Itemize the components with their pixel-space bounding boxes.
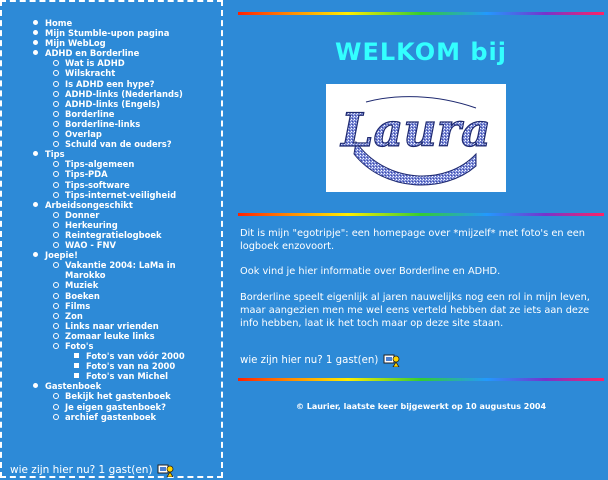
- nav-link-adhd-links-engels[interactable]: ADHD-links (Engels): [65, 98, 161, 109]
- borderline-paragraph: Borderline speelt eigenlijk al jaren nauwelijks nog een rol in mijn leven, maar aangezien men me wel eens verteld hebben dat ze iets aan deze info hebben, laat ik het toch maar op deze site staan.: [240, 292, 590, 329]
- nav-item-foto-s-van-v-r-2000: [73, 351, 222, 361]
- nav-link-borderline[interactable]: Borderline: [65, 108, 115, 119]
- nav-item-boeken: [52, 291, 222, 301]
- nav-text-wao-fnv: WAO - FNV: [65, 240, 116, 251]
- nav-item-mijn-stumble-upon-pagina: [32, 28, 222, 38]
- logo-wordmark: Laura: [341, 103, 491, 157]
- nav-item-joepie: [32, 250, 222, 381]
- nav-link-foto-s-van-michel[interactable]: Foto's van Michel: [86, 371, 169, 382]
- rainbow-divider-bottom: [238, 378, 604, 381]
- nav-link-wat-is-adhd[interactable]: Wat is ADHD: [65, 58, 125, 69]
- nav-sublist: [52, 210, 222, 250]
- nav-link-zon[interactable]: Zon: [65, 310, 83, 321]
- nav-sublist: [52, 58, 222, 149]
- nav-item-wao-fnv: [52, 240, 222, 250]
- nav-link-mijn-stumble-upon-pagina[interactable]: Mijn Stumble-upon pagina: [45, 28, 170, 39]
- nav-link-zomaar-leuke-links[interactable]: Zomaar leuke links: [65, 330, 155, 341]
- nav-link-home[interactable]: Home: [45, 18, 73, 28]
- nav-link-tips[interactable]: Tips: [45, 149, 65, 160]
- rainbow-divider-middle: [238, 213, 604, 216]
- visitors-icon: [157, 463, 175, 477]
- nav-item-wilskracht: [52, 68, 222, 78]
- nav-item-je-eigen-gastenboek: [52, 402, 222, 412]
- visitor-counter: [240, 353, 401, 367]
- nav-link-tips-pda[interactable]: Tips-PDA: [65, 169, 108, 180]
- visitor-counter-text: wie zijn hier nu? 1 gast(en): [240, 354, 379, 366]
- info-paragraph: Ook vind je hier informatie over Borderline en ADHD.: [240, 266, 501, 277]
- nav-sublist: [73, 351, 222, 381]
- nav-link-archief-gastenboek[interactable]: archief gastenboek: [65, 411, 157, 422]
- nav-link-muziek[interactable]: Muziek: [65, 280, 99, 291]
- nav-link-tips-internet-veiligheid[interactable]: Tips-internet-veiligheid: [65, 189, 177, 200]
- nav-item-schuld-van-de-ouders: [52, 139, 222, 149]
- nav-item-is-adhd-een-hype: [52, 79, 222, 89]
- nav-item-links-naar-vrienden: [52, 321, 222, 331]
- nav-link-gastenboek[interactable]: Gastenboek: [45, 381, 102, 392]
- nav-item-adhd-en-borderline: [32, 48, 222, 149]
- nav-link-adhd-links-nederlands[interactable]: ADHD-links (Nederlands): [65, 88, 183, 99]
- nav-link-arbeidsongeschikt[interactable]: Arbeidsongeschikt: [45, 199, 133, 210]
- nav-item-arbeidsongeschikt: [32, 200, 222, 250]
- nav-item-gastenboek: [32, 381, 222, 421]
- nav-link-is-adhd-een-hype[interactable]: Is ADHD een hype?: [65, 78, 155, 89]
- nav-link-donner[interactable]: Donner: [65, 209, 100, 220]
- intro-paragraph: Dit is mijn "egotripje": een homepage over *mijzelf* met foto's en een logboek enzovoort.: [240, 228, 585, 252]
- nav-item-bekijk-het-gastenboek: [52, 391, 222, 401]
- nav-link-reintegratielogboek[interactable]: Reintegratielogboek: [65, 229, 162, 240]
- nav-item-herkeuring: [52, 220, 222, 230]
- nav-item-tips-internet-veiligheid: [52, 190, 222, 200]
- nav-item-vakantie-2004-lama-in-marokko: [52, 260, 222, 280]
- nav-item-archief-gastenboek: [52, 412, 222, 422]
- nav-link-herkeuring[interactable]: Herkeuring: [65, 219, 118, 230]
- nav-item-tips: [32, 149, 222, 199]
- laura-logo: [326, 84, 506, 192]
- nav-link-vakantie-2004-lama-in-marokko[interactable]: Vakantie 2004: LaMa in Marokko: [65, 260, 176, 281]
- footer-credit: © Laurier, laatste keer bijgewerkt op 10 augustus 2004: [295, 402, 547, 411]
- nav-link-links-naar-vrienden[interactable]: Links naar vrienden: [65, 320, 159, 331]
- nav-list: [32, 18, 222, 422]
- nav-link-mijn-weblog[interactable]: Mijn WebLog: [45, 38, 106, 49]
- nav-item-home: [32, 18, 222, 28]
- nav-item-borderline-links: [52, 119, 222, 129]
- sidebar-visitor-counter: [10, 463, 175, 477]
- nav-link-adhd-en-borderline[interactable]: ADHD en Borderline: [45, 48, 140, 59]
- nav-link-je-eigen-gastenboek[interactable]: Je eigen gastenboek?: [65, 401, 166, 412]
- nav-link-joepie[interactable]: Joepie!: [45, 250, 78, 261]
- nav-link-foto-s-van-na-2000[interactable]: Foto's van na 2000: [86, 361, 176, 372]
- nav-link-borderline-links[interactable]: Borderline-links: [65, 118, 141, 129]
- nav-item-zon: [52, 311, 222, 321]
- nav-link-bekijk-het-gastenboek[interactable]: Bekijk het gastenboek: [65, 391, 171, 402]
- nav-item-wat-is-adhd: [52, 58, 222, 68]
- nav-link-schuld-van-de-ouders[interactable]: Schuld van de ouders?: [65, 139, 172, 150]
- nav-item-foto-s-van-na-2000: [73, 361, 222, 371]
- welcome-title: WELKOM bij: [335, 38, 507, 66]
- nav-menu: [32, 18, 222, 422]
- nav-link-tips-software[interactable]: Tips-software: [65, 179, 130, 190]
- nav-sublist: [52, 260, 222, 381]
- nav-item-reintegratielogboek: [52, 230, 222, 240]
- nav-link-films[interactable]: Films: [65, 300, 91, 311]
- nav-link-boeken[interactable]: Boeken: [65, 290, 100, 301]
- nav-item-borderline: [52, 109, 222, 119]
- nav-sublist: [52, 391, 222, 421]
- nav-link-tips-algemeen[interactable]: Tips-algemeen: [65, 159, 135, 170]
- nav-item-muziek: [52, 280, 222, 290]
- nav-item-donner: [52, 210, 222, 220]
- nav-item-overlap: [52, 129, 222, 139]
- rainbow-divider-top: [238, 12, 604, 15]
- nav-item-adhd-links-engels: [52, 99, 222, 109]
- nav-item-mijn-weblog: [32, 38, 222, 48]
- nav-link-foto-s-van-v-r-2000[interactable]: Foto's van vóór 2000: [86, 351, 185, 362]
- nav-item-foto-s-van-michel: [73, 371, 222, 381]
- nav-link-foto-s[interactable]: Foto's: [65, 341, 94, 351]
- sidebar-counter-text: wie zijn hier nu? 1 gast(en): [10, 464, 153, 476]
- nav-sublist: [52, 159, 222, 199]
- nav-item-adhd-links-nederlands: [52, 89, 222, 99]
- nav-item-tips-algemeen: [52, 159, 222, 169]
- nav-item-zomaar-leuke-links: [52, 331, 222, 341]
- nav-item-foto-s: [52, 341, 222, 381]
- visitors-icon: [383, 353, 401, 367]
- sidebar: [0, 0, 223, 478]
- nav-item-films: [52, 301, 222, 311]
- nav-link-overlap[interactable]: Overlap: [65, 129, 102, 140]
- nav-link-wilskracht[interactable]: Wilskracht: [65, 68, 116, 79]
- nav-item-tips-pda: [52, 169, 222, 179]
- nav-item-tips-software: [52, 180, 222, 190]
